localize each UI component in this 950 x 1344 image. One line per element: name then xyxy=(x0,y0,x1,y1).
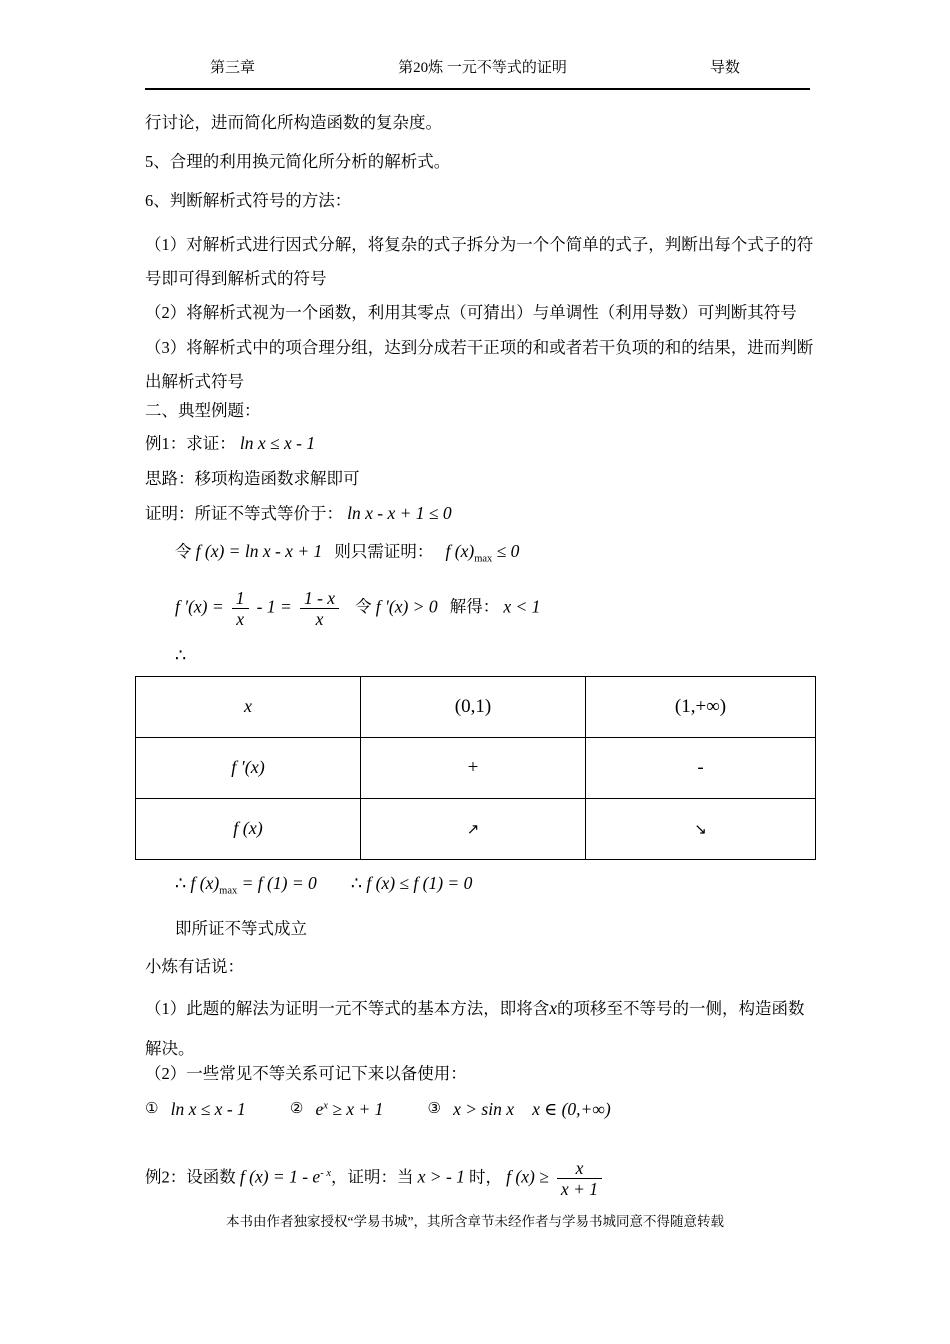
solve-result-math: x < 1 xyxy=(503,596,541,617)
goal-relation: ≤ 0 xyxy=(492,541,520,561)
inequality-2-base: e xyxy=(315,1099,324,1119)
table-row-monotonicity xyxy=(136,799,816,860)
table-cell xyxy=(586,738,816,799)
conclusion-line xyxy=(175,872,472,898)
conclusion-subscript-max: max xyxy=(219,885,238,897)
fraction-1-minus-x-over-x xyxy=(300,588,339,629)
let2-word: 令 xyxy=(355,597,372,617)
example1-claim-math: ln x ≤ x - 1 xyxy=(239,433,316,453)
derivative-middle: - 1 = xyxy=(256,596,292,617)
table-cell xyxy=(136,677,361,738)
remark-note1-pre: （1）此题的解法为证明一元不等式的基本方法，即将含 xyxy=(145,999,550,1018)
proof-equivalent-math: ln x - x + 1 ≤ 0 xyxy=(347,503,452,523)
let-word: 令 xyxy=(175,542,192,561)
remark-note1-variable: x xyxy=(549,998,558,1018)
derivative-lhs: f ′(x) = xyxy=(175,596,224,617)
fraction-denominator: x + 1 xyxy=(560,1179,598,1200)
table-sign-minus: - xyxy=(697,757,704,778)
example2-label: 例2：设函数 xyxy=(145,1167,236,1187)
paragraph-continuation: 行讨论，进而简化所构造函数的复杂度。 xyxy=(145,113,442,132)
example2-mid-text: ，证明：当 xyxy=(331,1167,414,1187)
table-sign-plus: + xyxy=(467,757,479,778)
example1-label: 例1：求证： xyxy=(145,434,236,453)
table-cell xyxy=(361,677,586,738)
fraction-numerator: x xyxy=(557,1158,602,1179)
decreasing-arrow-icon: ↘ xyxy=(694,820,707,838)
then-prove-text: 则只需证明： xyxy=(334,542,434,561)
conclusion-part1-end: = f (1) = 0 xyxy=(237,873,317,893)
example1-thought-line: 思路：移项构造函数求解即可 xyxy=(145,469,360,488)
table-interval-1: (0,1) xyxy=(454,696,492,717)
table-cell xyxy=(136,799,361,860)
table-cell xyxy=(361,799,586,860)
conclusion-part2: ∴ f (x) ≤ f (1) = 0 xyxy=(350,873,473,893)
example1-let-line xyxy=(175,540,519,566)
page-header xyxy=(145,56,810,90)
remark-title: 小炼有话说： xyxy=(145,957,244,976)
table-function-label: f (x) xyxy=(233,818,263,838)
result-statement: 即所证不等式成立 xyxy=(175,919,307,938)
let-function-math: f (x) = ln x - x + 1 xyxy=(195,541,323,561)
paragraph-method5: 5、合理的利用换元简化所分析的解析式。 xyxy=(145,152,451,171)
goal-function: f (x) xyxy=(445,541,475,561)
example2-condition-math: x > - 1 xyxy=(417,1166,465,1187)
remark-note1 xyxy=(145,988,815,1069)
conclusion-part1: ∴ f (x) xyxy=(175,873,220,893)
fraction-denominator: x xyxy=(315,609,324,630)
inequality-3-domain: x ∈ (0,+∞) xyxy=(532,1099,611,1119)
paragraph-method6: 6、判断解析式符号的方法： xyxy=(145,191,352,210)
inequality-1: ln x ≤ x - 1 xyxy=(170,1099,246,1119)
fraction-denominator: x xyxy=(236,609,245,630)
example2-mid2-text: 时， xyxy=(469,1167,503,1187)
table-cell xyxy=(136,738,361,799)
header-title: 第20炼 一元不等式的证明 xyxy=(398,60,567,76)
fraction-x-over-x-plus-1 xyxy=(557,1158,602,1199)
example2-exponent: - x xyxy=(320,1167,331,1179)
fraction-one-over-x xyxy=(232,588,249,629)
table-derivative-label: f ′(x) xyxy=(231,757,265,777)
inequality-2-exponent: x xyxy=(323,1100,328,1112)
paragraph-method6-3: （3）将解析式中的项合理分组，达到分成若干正项的和或者若干负项的和的结果，进而判断出解析式符号 xyxy=(145,338,814,391)
fraction-numerator: 1 - x xyxy=(300,588,339,609)
solve-label: 解得： xyxy=(449,597,500,617)
example2-goal-math: f (x) ≥ xyxy=(506,1166,549,1187)
section-heading-examples: 二、典型例题： xyxy=(145,401,261,420)
example1-derivative-line xyxy=(175,588,540,629)
copyright-footer: 本书由作者独家授权“学易书城”，其所含章节未经作者与学易书城同意不得随意转载 xyxy=(226,1214,724,1229)
table-variable-x: x xyxy=(244,696,252,716)
common-inequalities-line xyxy=(145,1098,611,1121)
page-header-row xyxy=(145,56,810,77)
example2-line xyxy=(145,1158,606,1199)
example1-proof-line xyxy=(145,502,452,525)
table-cell xyxy=(586,799,816,860)
derivative-positive-math: f ′(x) > 0 xyxy=(375,596,438,617)
table-interval-2: (1,+∞) xyxy=(674,696,727,717)
table-row-derivative-sign xyxy=(136,738,816,799)
increasing-arrow-icon: ↗ xyxy=(466,820,480,838)
circled-two-icon: ② xyxy=(289,1099,304,1117)
remark-note1-post: 的项移至不等号的一侧，构造函数解决。 xyxy=(145,999,805,1058)
paragraph-method6-2: （2）将解析式视为一个函数，利用其零点（可猜出）与单调性（利用导数）可判断其符号 xyxy=(145,303,797,322)
monotonicity-table xyxy=(135,676,816,860)
example2-function-math: f (x) = 1 - e xyxy=(239,1166,321,1187)
example1-claim-line xyxy=(145,432,315,455)
header-chapter: 第三章 xyxy=(210,60,256,76)
table-cell xyxy=(586,677,816,738)
circled-three-icon: ③ xyxy=(427,1099,441,1117)
circled-one-icon: ① xyxy=(145,1099,159,1117)
inequality-3: x > sin x xyxy=(453,1099,514,1119)
proof-label: 证明：所证不等式等价于： xyxy=(145,504,343,523)
therefore-symbol: ∴ xyxy=(175,645,187,665)
paragraph-method6-1: （1）对解析式进行因式分解，将复杂的式子拆分为一个个简单的式子，判断出每个式子的符号即可得到解析式的符号 xyxy=(145,235,814,288)
remark-note2: （2）一些常见不等关系可记下来以备使用： xyxy=(145,1064,467,1083)
table-row-variable xyxy=(136,677,816,738)
inequality-2-rest: ≥ x + 1 xyxy=(327,1099,384,1119)
header-subject: 导数 xyxy=(709,60,740,76)
goal-subscript-max: max xyxy=(474,553,493,565)
fraction-numerator: 1 xyxy=(232,588,249,609)
table-cell xyxy=(361,738,586,799)
